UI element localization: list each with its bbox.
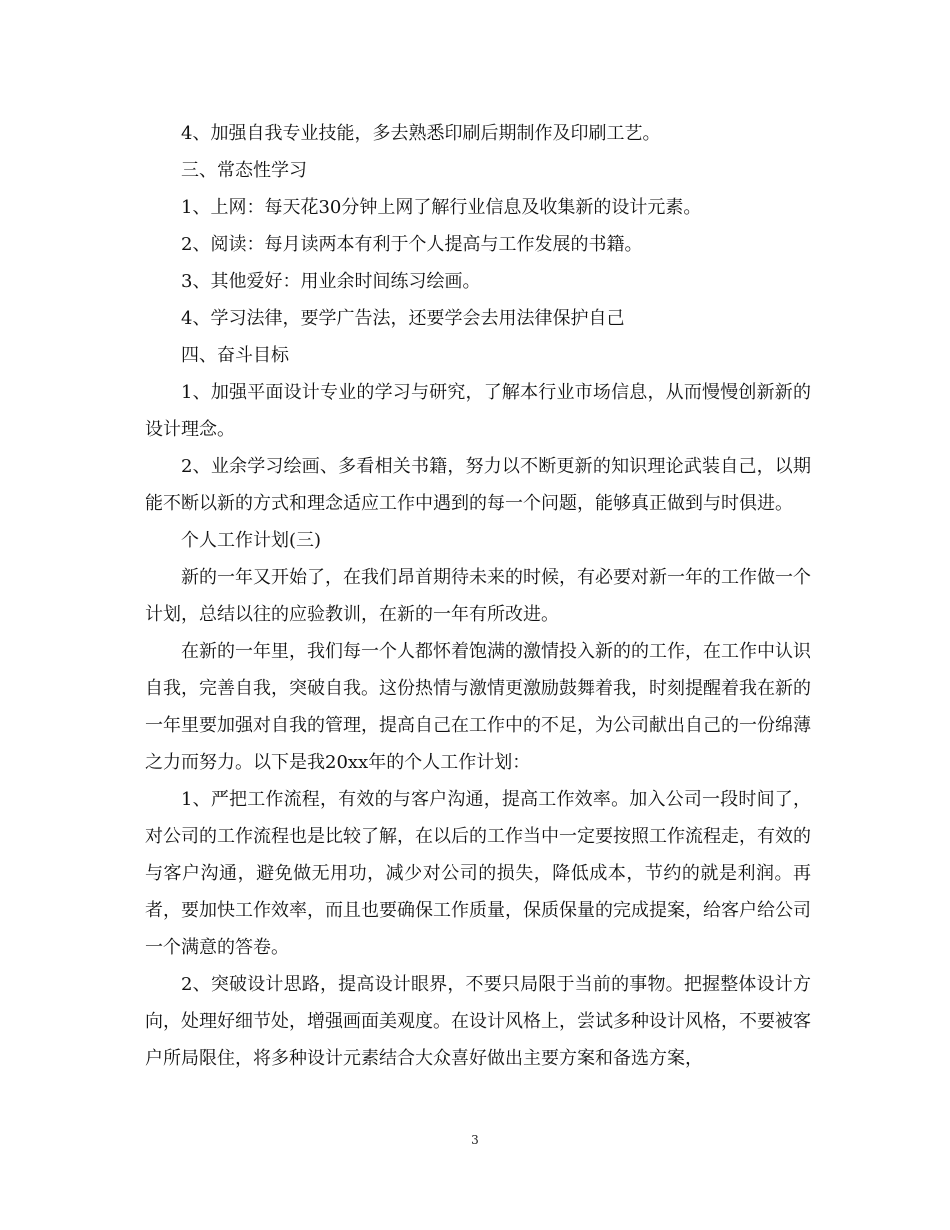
section-heading-plan-three: 个人工作计划(三) xyxy=(181,530,322,551)
section-heading-goals: 四、奋斗目标 xyxy=(181,345,289,366)
page-number: 3 xyxy=(471,1133,479,1147)
paragraph-study-law: 4、学习法律，要学广告法，还要学会去用法律保护自己 xyxy=(181,308,625,329)
document-body xyxy=(145,115,811,1077)
paragraph-new-year: 在新的一年里，我们每一个人都怀着饱满的激情投入新的的工作，在工作中认识自我，完善自我，突破自我。这份热情与激情更激励鼓舞着我，时刻提醒着我在新的一年里要加强对自我的管理，提高自己在工作中的不足，为公司献出自己的一份绵薄之力而努力。以下是我20xx年的个人工作计划： xyxy=(145,641,811,773)
paragraph-intro: 新的一年又开始了，在我们昂首期待未来的时候，有必要对新一年的工作做一个计划，总结以往的应验教训，在新的一年有所改进。 xyxy=(145,567,811,625)
paragraph-goal-1: 1、加强平面设计专业的学习与研究，了解本行业市场信息，从而慢慢创新新的设计理念。 xyxy=(145,382,811,440)
paragraph-study-reading: 2、阅读：每月读两本有利于个人提高与工作发展的书籍。 xyxy=(181,234,643,255)
paragraph-study-internet: 1、上网：每天花30分钟上网了解行业信息及收集新的设计元素。 xyxy=(181,197,702,218)
paragraph-skill-4: 4、加强自我专业技能，多去熟悉印刷后期制作及印刷工艺。 xyxy=(181,123,661,144)
paragraph-study-hobby: 3、其他爱好：用业余时间练习绘画。 xyxy=(181,271,481,292)
section-heading-regular-study: 三、常态性学习 xyxy=(181,160,307,181)
paragraph-plan-2: 2、突破设计思路，提高设计眼界，不要只局限于当前的事物。把握整体设计方向，处理好细节处，增强画面美观度。在设计风格上，尝试多种设计风格，不要被客户所局限住，将多种设计元素结合大众喜好做出主要方案和备选方案， xyxy=(145,974,811,1069)
paragraph-goal-2: 2、业余学习绘画、多看相关书籍，努力以不断更新的知识理论武装自己，以期能不断以新的方式和理念适应工作中遇到的每一个问题，能够真正做到与时俱进。 xyxy=(145,456,811,514)
paragraph-plan-1: 1、严把工作流程，有效的与客户沟通，提高工作效率。加入公司一段时间了，对公司的工作流程也是比较了解，在以后的工作当中一定要按照工作流程走，有效的与客户沟通，避免做无用功，减少对公司的损失，降低成本，节约的就是利润。再者，要加快工作效率，而且也要确保工作质量，保质保量的完成提案，给客户给公司一个满意的答卷。 xyxy=(145,789,811,958)
